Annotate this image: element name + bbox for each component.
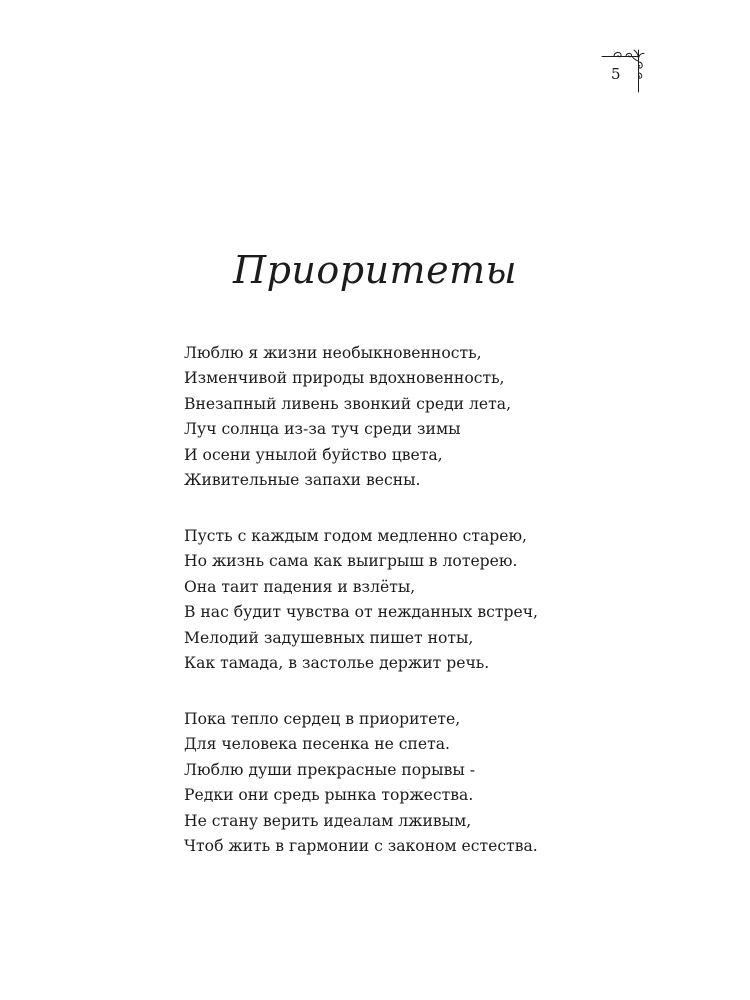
poem-line: Люблю души прекрасные порывы - [184, 760, 475, 779]
poem-body [184, 341, 704, 890]
poem-line: Но жизнь сама как выигрыш в лотерею. [184, 552, 518, 571]
poem-line: Пока тепло сердец в приоритете, [184, 709, 461, 728]
poem-line: Она таит падения и взлёты, [184, 577, 416, 596]
poem-line: В нас будит чувства от нежданных встреч, [184, 603, 538, 622]
poem-line: И осени унылой буйство цвета, [184, 445, 443, 464]
stanza-1 [184, 341, 704, 493]
poem-line: Люблю я жизни необыкновенность, [184, 344, 482, 362]
poem-line: Живительные запахи весны. [184, 471, 421, 490]
poem-line: Редки они средь рынка торжества. [184, 786, 474, 805]
poem-line: Не стану верить идеалам лживым, [184, 811, 472, 830]
stanza-2 [184, 524, 704, 676]
poem-line: Чтоб жить в гармонии с законом естества. [184, 836, 538, 855]
page-number: 5 [611, 65, 621, 83]
poem-line: Как тамада, в застолье держит речь. [184, 653, 490, 672]
stanza-3 [184, 707, 704, 859]
poem-line: Внезапный ливень звонкий среди лета, [184, 394, 512, 413]
ornamental-corner-icon [596, 44, 648, 96]
poem-line: Луч солнца из-за туч среди зимы [184, 420, 461, 439]
poem-title: Приоритеты [232, 248, 518, 292]
poem-line: Для человека песенка не спета. [184, 735, 451, 754]
poem-line: Мелодий задушевных пишет ноты, [184, 628, 474, 647]
poem-line: Изменчивой природы вдохновенность, [184, 369, 505, 388]
poem-line: Пусть с каждым годом медленно старею, [184, 526, 528, 545]
